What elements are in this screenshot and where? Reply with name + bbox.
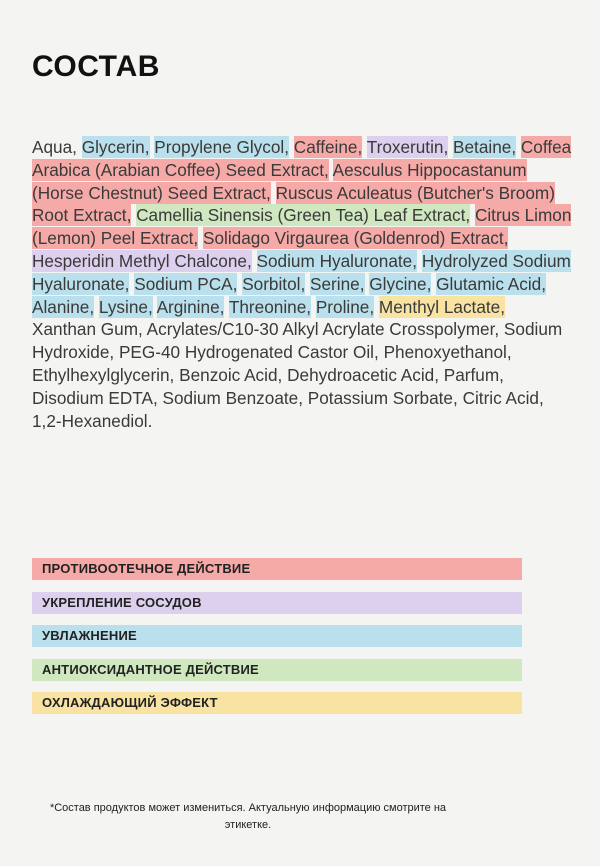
ingredient: Camellia Sinensis (Green Tea) Leaf Extract,	[136, 205, 471, 226]
legend	[32, 558, 522, 726]
ingredient: Sorbitol,	[242, 273, 306, 294]
ingredient: Menthyl Lactate,	[378, 296, 506, 317]
ingredient: Benzoic Acid,	[179, 364, 283, 385]
ingredient: Troxerutin,	[366, 137, 449, 157]
ingredient: Betaine,	[453, 137, 517, 157]
legend-item: УКРЕПЛЕНИЕ СОСУДОВ	[32, 592, 522, 614]
ingredient: Sodium Hydroxide,	[32, 319, 563, 363]
ingredient: Glycerin,	[81, 137, 150, 157]
ingredient: Glutamic Acid,	[436, 273, 547, 294]
ingredient: Serine,	[310, 273, 365, 294]
ingredient: Caffeine,	[293, 137, 363, 157]
ingredient: PEG-40 Hydrogenated Castor Oil,	[118, 342, 379, 363]
ingredient: Glycine,	[369, 273, 432, 294]
ingredient: Citric Acid,	[462, 387, 544, 408]
ingredient: Solidago Virgaurea (Goldenrod) Extract,	[203, 228, 509, 249]
ingredient: Propylene Glycol,	[154, 137, 289, 157]
ingredients-list	[32, 136, 572, 432]
ingredient: Hydrolyzed Sodium Hyaluronate,	[32, 250, 571, 294]
ingredient: Phenoxyethanol,	[383, 342, 512, 363]
legend-item: УВЛАЖНЕНИЕ	[32, 625, 522, 647]
ingredient: Coffea Arabica (Arabian Coffee) Seed Extract,	[32, 137, 572, 180]
ingredient: Sodium PCA,	[134, 273, 238, 294]
ingredient: Arginine,	[156, 296, 225, 317]
ingredient: Ethylhexylglycerin,	[32, 364, 175, 385]
footnote: *Состав продуктов может измениться. Актуальную информацию смотрите на этикетке.	[49, 802, 447, 831]
ingredient: Sodium Hyaluronate,	[256, 250, 418, 271]
ingredient: Dehydroacetic Acid,	[287, 364, 439, 385]
ingredient: Alanine,	[32, 296, 95, 317]
ingredient: Citrus Limon (Lemon) Peel Extract,	[32, 205, 572, 249]
ingredient: Hesperidin Methyl Chalcone,	[32, 250, 252, 271]
ingredient: Aesculus Hippocastanum (Horse Chestnut) Seed Extract,	[32, 159, 527, 203]
ingredient: Disodium EDTA,	[32, 387, 158, 408]
ingredient: 1,2-Hexanediol.	[32, 410, 153, 431]
legend-item: ОХЛАЖДАЮЩИЙ ЭФФЕКТ	[32, 692, 522, 714]
ingredient: Acrylates/C10-30 Alkyl Acrylate Crosspolymer,	[146, 319, 500, 340]
ingredient: Aqua,	[32, 137, 77, 157]
ingredient: Sodium Benzoate,	[162, 387, 303, 408]
legend-item: АНТИОКСИДАНТНОЕ ДЕЙСТВИЕ	[32, 659, 522, 681]
ingredient: Proline,	[315, 296, 375, 317]
ingredient: Parfum,	[443, 364, 504, 385]
ingredient: Potassium Sorbate,	[307, 387, 458, 408]
page-title: СОСТАВ	[32, 50, 160, 83]
legend-item: ПРОТИВООТЕЧНОЕ ДЕЙСТВИЕ	[32, 558, 522, 580]
ingredient: Xanthan Gum,	[32, 319, 143, 340]
ingredient: Ruscus Aculeatus (Butcher's Broom) Root Extract,	[32, 182, 555, 226]
ingredient: Lysine,	[98, 296, 153, 317]
ingredient: Threonine,	[228, 296, 312, 317]
